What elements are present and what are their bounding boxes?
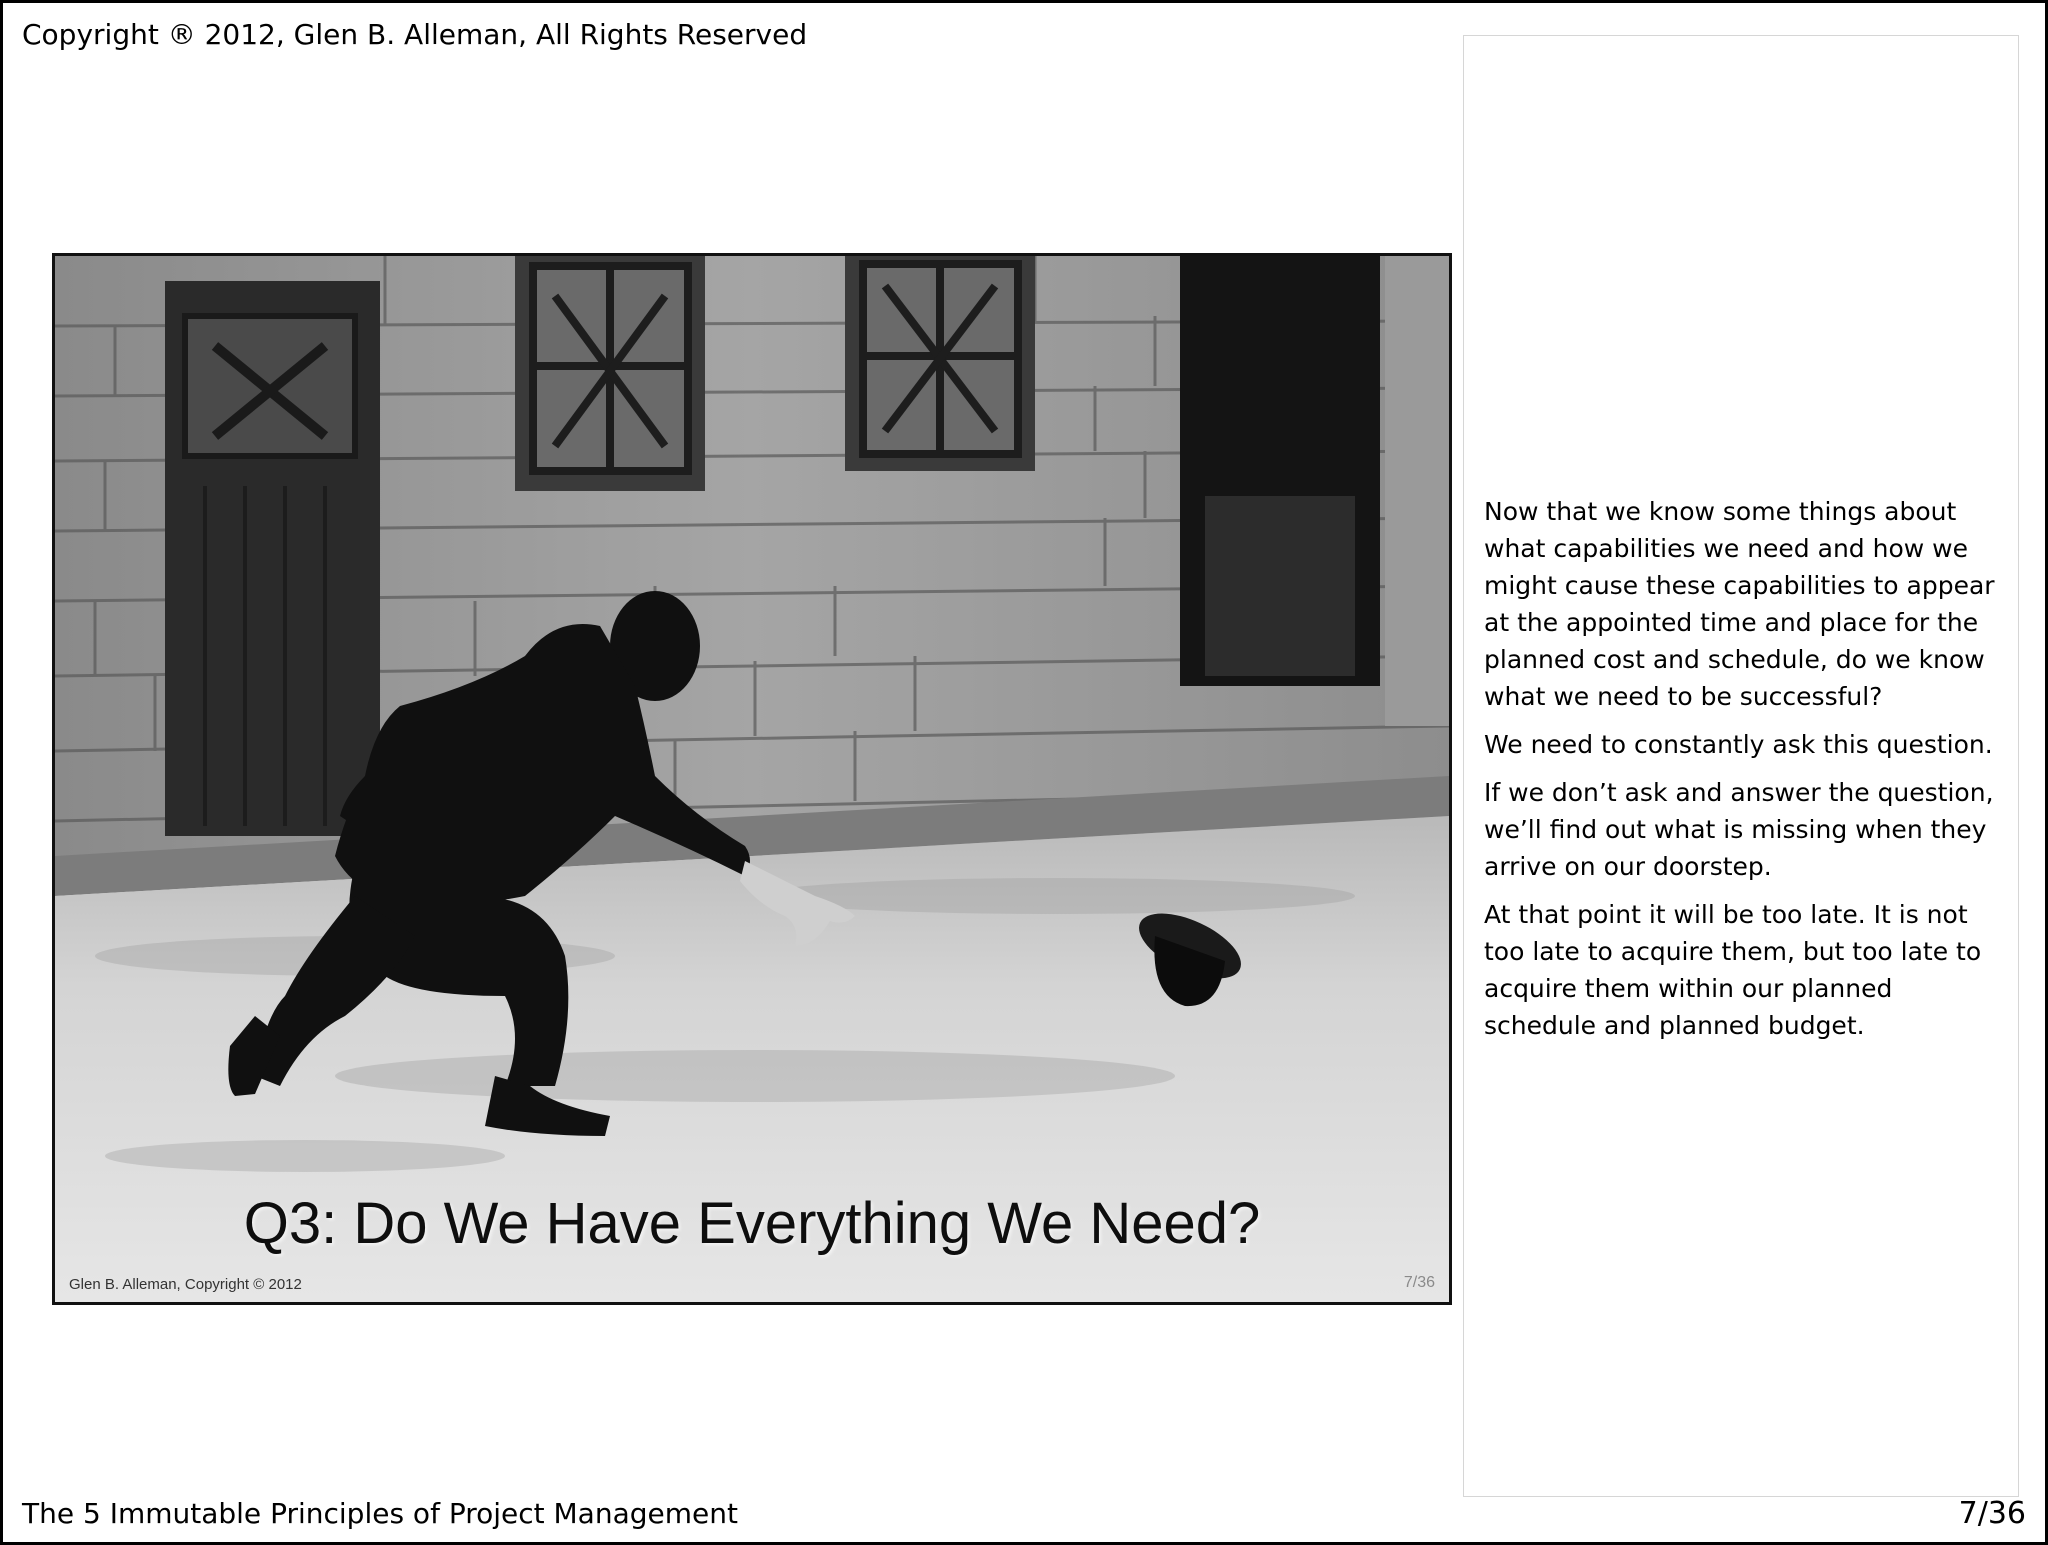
footer-page-number: 7/36 bbox=[1958, 1496, 2026, 1531]
speaker-notes-panel bbox=[1463, 35, 2019, 1497]
slide-title: Q3: Do We Have Everything We Need? bbox=[243, 1191, 1261, 1256]
notes-paragraph: If we don’t ask and answer the question, we’ll find out what is missing when they arrive on our doorstep. bbox=[1484, 778, 1994, 881]
notes-paragraph: Now that we know some things about what capabilities we need and how we might cause these capabilities to appear at the appointed time and place for the planned cost and schedule, do we know what we need to be successful? bbox=[1484, 497, 1995, 711]
header-copyright: Copyright ® 2012, Glen B. Alleman, All Rights Reserved bbox=[22, 18, 808, 51]
slide-thumbnail bbox=[52, 253, 1452, 1305]
slide-page-number: 7/36 bbox=[1403, 1274, 1435, 1291]
notes-paragraph: At that point it will be too late. It is not too late to acquire them, but too late to acquire them within our planned schedule and planned budget. bbox=[1484, 900, 1982, 1040]
speaker-notes-text bbox=[1484, 493, 2004, 1055]
photo-man-chasing-hat-icon bbox=[55, 256, 1449, 1302]
slide-copyright: Glen B. Alleman, Copyright © 2012 bbox=[69, 1276, 302, 1293]
footer-title: The 5 Immutable Principles of Project Management bbox=[22, 1497, 738, 1530]
notes-paragraph: We need to constantly ask this question. bbox=[1484, 730, 1993, 759]
